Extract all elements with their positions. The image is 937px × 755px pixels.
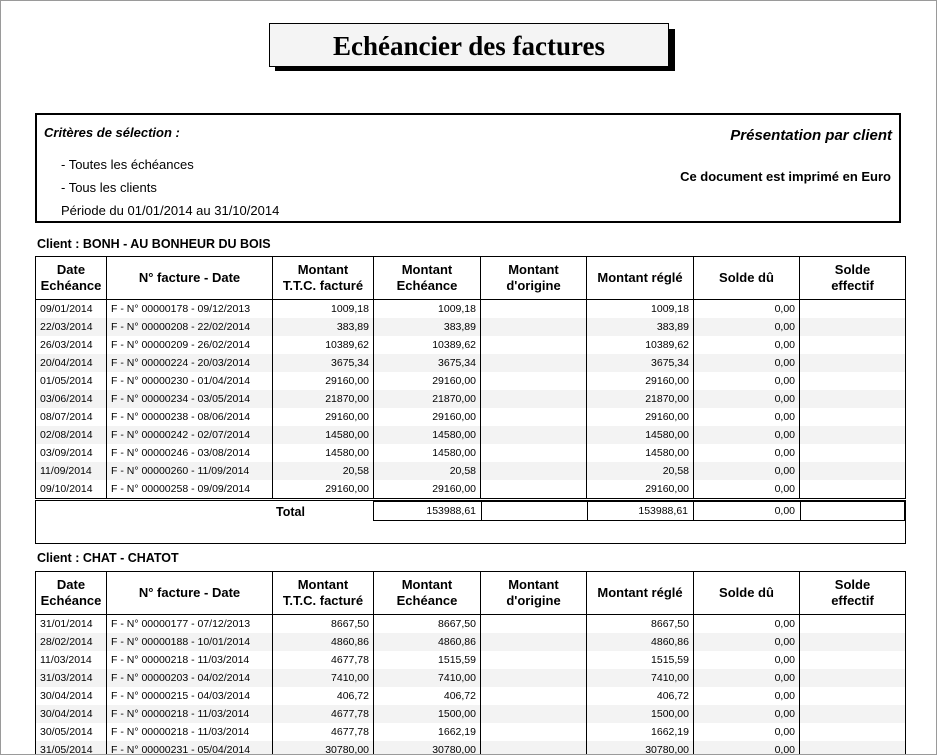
cell-paid: 8667,50 [587, 615, 694, 634]
cell-ttc: 29160,00 [273, 372, 374, 390]
table-row [36, 705, 906, 723]
cell-effectif [800, 741, 906, 755]
header-echeance-text-2: Echéance [396, 593, 458, 608]
cell-invoice: F - N° 00000203 - 04/02/2014 [107, 669, 273, 687]
cell-origine [481, 480, 587, 499]
header-date-text: Date [56, 577, 86, 592]
cell-paid: 20,58 [587, 462, 694, 480]
cell-ttc: 8667,50 [273, 615, 374, 634]
table-row [36, 408, 906, 426]
cell-paid: 1662,19 [587, 723, 694, 741]
cell-effectif [800, 372, 906, 390]
cell-due: 0,00 [694, 372, 800, 390]
cell-origine [481, 633, 587, 651]
cell-effectif [800, 723, 906, 741]
cell-ttc: 4677,78 [273, 705, 374, 723]
header-echeance-text: Montant [401, 262, 453, 277]
cell-invoice: F - N° 00000209 - 26/02/2014 [107, 336, 273, 354]
cell-paid: 14580,00 [587, 426, 694, 444]
cell-echeance: 29160,00 [374, 480, 481, 499]
header-echeance [374, 257, 481, 300]
header-origine-text: Montant [508, 577, 559, 592]
cell-due: 0,00 [694, 318, 800, 336]
cell-ttc: 383,89 [273, 318, 374, 336]
header-invoice [107, 572, 273, 615]
table-row [36, 426, 906, 444]
cell-echeance: 14580,00 [374, 426, 481, 444]
cell-due: 0,00 [694, 669, 800, 687]
cell-ttc: 3675,34 [273, 354, 374, 372]
cell-origine [481, 741, 587, 755]
cell-date: 31/01/2014 [36, 615, 107, 634]
header-ttc-text: Montant [297, 577, 349, 592]
cell-ttc: 4677,78 [273, 651, 374, 669]
cell-date: 30/04/2014 [36, 687, 107, 705]
cell-origine [481, 300, 587, 319]
cell-origine [481, 408, 587, 426]
cell-echeance: 1515,59 [374, 651, 481, 669]
table-row [36, 300, 906, 319]
table-row [36, 615, 906, 634]
header-effectif-text: Solde [834, 577, 871, 592]
table-row [36, 336, 906, 354]
cell-paid: 1515,59 [587, 651, 694, 669]
header-date [36, 572, 107, 615]
cell-origine [481, 651, 587, 669]
presentation-label: Présentation par client [730, 127, 892, 144]
header-ttc-text: Montant [297, 262, 349, 277]
cell-origine [481, 687, 587, 705]
cell-date: 20/04/2014 [36, 354, 107, 372]
cell-origine [481, 354, 587, 372]
cell-paid: 7410,00 [587, 669, 694, 687]
total-paid: 153988,61 [587, 501, 694, 521]
header-paid-text: Montant réglé [597, 270, 683, 285]
cell-date: 22/03/2014 [36, 318, 107, 336]
cell-paid: 4860,86 [587, 633, 694, 651]
cell-date: 03/09/2014 [36, 444, 107, 462]
selection-criteria-box [35, 113, 901, 223]
cell-date: 08/07/2014 [36, 408, 107, 426]
cell-invoice: F - N° 00000208 - 22/02/2014 [107, 318, 273, 336]
cell-ttc: 20,58 [273, 462, 374, 480]
cell-effectif [800, 687, 906, 705]
cell-date: 03/06/2014 [36, 390, 107, 408]
table-row [36, 669, 906, 687]
cell-echeance: 20,58 [374, 462, 481, 480]
criteria-line-clients: - Tous les clients [61, 180, 157, 195]
cell-date: 11/09/2014 [36, 462, 107, 480]
cell-due: 0,00 [694, 687, 800, 705]
cell-due: 0,00 [694, 462, 800, 480]
cell-origine [481, 444, 587, 462]
cell-effectif [800, 705, 906, 723]
cell-origine [481, 318, 587, 336]
cell-echeance: 8667,50 [374, 615, 481, 634]
cell-invoice: F - N° 00000246 - 03/08/2014 [107, 444, 273, 462]
header-due [694, 572, 800, 615]
cell-effectif [800, 444, 906, 462]
table-row [36, 723, 906, 741]
cell-paid: 29160,00 [587, 372, 694, 390]
cell-due: 0,00 [694, 723, 800, 741]
cell-date: 28/02/2014 [36, 633, 107, 651]
client-label-chat: Client : CHAT - CHATOT [37, 551, 179, 565]
table-row [36, 390, 906, 408]
total-due: 0,00 [693, 501, 801, 521]
header-invoice-text: N° facture - Date [138, 585, 241, 600]
cell-effectif [800, 651, 906, 669]
header-echeance-text-2: Echéance [396, 278, 458, 293]
header-paid-text: Montant réglé [597, 585, 683, 600]
header-invoice [107, 257, 273, 300]
cell-effectif [800, 480, 906, 499]
cell-invoice: F - N° 00000215 - 04/03/2014 [107, 687, 273, 705]
cell-echeance: 30780,00 [374, 741, 481, 755]
cell-paid: 29160,00 [587, 408, 694, 426]
cell-invoice: F - N° 00000260 - 11/09/2014 [107, 462, 273, 480]
total-effectif [800, 501, 905, 521]
cell-paid: 406,72 [587, 687, 694, 705]
cell-paid: 1500,00 [587, 705, 694, 723]
cell-due: 0,00 [694, 633, 800, 651]
cell-due: 0,00 [694, 651, 800, 669]
invoice-table-chat [35, 571, 906, 755]
cell-effectif [800, 615, 906, 634]
cell-paid: 14580,00 [587, 444, 694, 462]
cell-ttc: 30780,00 [273, 741, 374, 755]
cell-invoice: F - N° 00000258 - 09/09/2014 [107, 480, 273, 499]
cell-ttc: 29160,00 [273, 408, 374, 426]
cell-paid: 10389,62 [587, 336, 694, 354]
cell-invoice: F - N° 00000230 - 01/04/2014 [107, 372, 273, 390]
header-date-text: Date [56, 262, 86, 277]
cell-origine [481, 615, 587, 634]
cell-due: 0,00 [694, 426, 800, 444]
cell-echeance: 7410,00 [374, 669, 481, 687]
header-ttc-text-2: T.T.C. facturé [282, 593, 364, 608]
cell-ttc: 4677,78 [273, 723, 374, 741]
cell-date: 02/08/2014 [36, 426, 107, 444]
table-row [36, 318, 906, 336]
cell-invoice: F - N° 00000234 - 03/05/2014 [107, 390, 273, 408]
table-row [36, 444, 906, 462]
cell-due: 0,00 [694, 390, 800, 408]
cell-effectif [800, 669, 906, 687]
cell-origine [481, 462, 587, 480]
table-row [36, 633, 906, 651]
cell-effectif [800, 462, 906, 480]
cell-due: 0,00 [694, 705, 800, 723]
cell-ttc: 10389,62 [273, 336, 374, 354]
cell-date: 11/03/2014 [36, 651, 107, 669]
cell-due: 0,00 [694, 354, 800, 372]
cell-ttc: 21870,00 [273, 390, 374, 408]
cell-due: 0,00 [694, 300, 800, 319]
cell-origine [481, 372, 587, 390]
header-effectif [800, 572, 906, 615]
cell-due: 0,00 [694, 336, 800, 354]
cell-paid: 383,89 [587, 318, 694, 336]
cell-echeance: 14580,00 [374, 444, 481, 462]
table-row [36, 687, 906, 705]
total-row-bonh [35, 500, 906, 544]
cell-invoice: F - N° 00000218 - 11/03/2014 [107, 705, 273, 723]
cell-paid: 29160,00 [587, 480, 694, 499]
cell-date: 26/03/2014 [36, 336, 107, 354]
cell-echeance: 1009,18 [374, 300, 481, 319]
cell-effectif [800, 354, 906, 372]
cell-due: 0,00 [694, 480, 800, 499]
table-header-row [36, 572, 906, 615]
cell-invoice: F - N° 00000177 - 07/12/2013 [107, 615, 273, 634]
cell-date: 31/03/2014 [36, 669, 107, 687]
cell-origine [481, 426, 587, 444]
header-ttc [273, 572, 374, 615]
table-row [36, 372, 906, 390]
criteria-line-echeances: - Toutes les échéances [61, 157, 194, 172]
total-label: Total [276, 505, 305, 519]
cell-paid: 30780,00 [587, 741, 694, 755]
cell-due: 0,00 [694, 615, 800, 634]
header-origine [481, 572, 587, 615]
cell-ttc: 29160,00 [273, 480, 374, 499]
cell-date: 31/05/2014 [36, 741, 107, 755]
cell-effectif [800, 426, 906, 444]
cell-date: 09/01/2014 [36, 300, 107, 319]
cell-due: 0,00 [694, 408, 800, 426]
cell-paid: 21870,00 [587, 390, 694, 408]
cell-date: 30/04/2014 [36, 705, 107, 723]
cell-effectif [800, 300, 906, 319]
header-origine-text: Montant [508, 262, 559, 277]
cell-origine [481, 390, 587, 408]
cell-origine [481, 669, 587, 687]
cell-ttc: 406,72 [273, 687, 374, 705]
header-paid [587, 572, 694, 615]
cell-invoice: F - N° 00000178 - 09/12/2013 [107, 300, 273, 319]
cell-echeance: 1662,19 [374, 723, 481, 741]
header-due [694, 257, 800, 300]
header-origine-text-2: d'origine [506, 278, 561, 293]
table-row [36, 741, 906, 755]
cell-echeance: 29160,00 [374, 372, 481, 390]
cell-invoice: F - N° 00000224 - 20/03/2014 [107, 354, 273, 372]
currency-note: Ce document est imprimé en Euro [680, 169, 891, 184]
header-date-text-2: Echéance [40, 593, 102, 608]
header-origine-text-2: d'origine [506, 593, 561, 608]
cell-ttc: 14580,00 [273, 426, 374, 444]
cell-paid: 1009,18 [587, 300, 694, 319]
header-origine [481, 257, 587, 300]
report-title: Echéancier des factures [269, 23, 669, 67]
header-ttc [273, 257, 374, 300]
cell-origine [481, 336, 587, 354]
cell-echeance: 21870,00 [374, 390, 481, 408]
header-date-text-2: Echéance [40, 278, 102, 293]
cell-due: 0,00 [694, 741, 800, 755]
table-header-row [36, 257, 906, 300]
header-echeance-text: Montant [401, 577, 453, 592]
cell-invoice: F - N° 00000231 - 05/04/2014 [107, 741, 273, 755]
header-echeance [374, 572, 481, 615]
cell-effectif [800, 390, 906, 408]
cell-ttc: 14580,00 [273, 444, 374, 462]
header-ttc-text-2: T.T.C. facturé [282, 278, 364, 293]
cell-effectif [800, 318, 906, 336]
table-row [36, 480, 906, 499]
cell-invoice: F - N° 00000238 - 08/06/2014 [107, 408, 273, 426]
cell-invoice: F - N° 00000242 - 02/07/2014 [107, 426, 273, 444]
header-effectif-text: Solde [834, 262, 871, 277]
cell-invoice: F - N° 00000188 - 10/01/2014 [107, 633, 273, 651]
total-echeance: 153988,61 [373, 501, 482, 521]
cell-date: 30/05/2014 [36, 723, 107, 741]
cell-date: 01/05/2014 [36, 372, 107, 390]
cell-effectif [800, 408, 906, 426]
client-label-bonh: Client : BONH - AU BONHEUR DU BOIS [37, 237, 271, 251]
cell-echeance: 10389,62 [374, 336, 481, 354]
criteria-title: Critères de sélection : [44, 125, 180, 140]
cell-effectif [800, 336, 906, 354]
header-effectif-text-2: effectif [831, 278, 874, 293]
header-paid [587, 257, 694, 300]
cell-echeance: 4860,86 [374, 633, 481, 651]
total-origine [481, 501, 588, 521]
cell-due: 0,00 [694, 444, 800, 462]
cell-paid: 3675,34 [587, 354, 694, 372]
cell-ttc: 1009,18 [273, 300, 374, 319]
criteria-line-period: Période du 01/01/2014 au 31/10/2014 [61, 203, 280, 218]
cell-echeance: 29160,00 [374, 408, 481, 426]
header-due-text: Solde dû [719, 585, 774, 600]
cell-effectif [800, 633, 906, 651]
table-row [36, 651, 906, 669]
cell-origine [481, 723, 587, 741]
table-row [36, 354, 906, 372]
invoice-table-bonh [35, 256, 906, 499]
cell-echeance: 406,72 [374, 687, 481, 705]
cell-echeance: 383,89 [374, 318, 481, 336]
header-effectif-text-2: effectif [831, 593, 874, 608]
cell-echeance: 1500,00 [374, 705, 481, 723]
table-row [36, 462, 906, 480]
cell-ttc: 7410,00 [273, 669, 374, 687]
cell-origine [481, 705, 587, 723]
cell-ttc: 4860,86 [273, 633, 374, 651]
cell-invoice: F - N° 00000218 - 11/03/2014 [107, 651, 273, 669]
cell-date: 09/10/2014 [36, 480, 107, 499]
header-invoice-text: N° facture - Date [138, 270, 241, 285]
header-date [36, 257, 107, 300]
header-effectif [800, 257, 906, 300]
cell-invoice: F - N° 00000218 - 11/03/2014 [107, 723, 273, 741]
cell-echeance: 3675,34 [374, 354, 481, 372]
header-due-text: Solde dû [719, 270, 774, 285]
